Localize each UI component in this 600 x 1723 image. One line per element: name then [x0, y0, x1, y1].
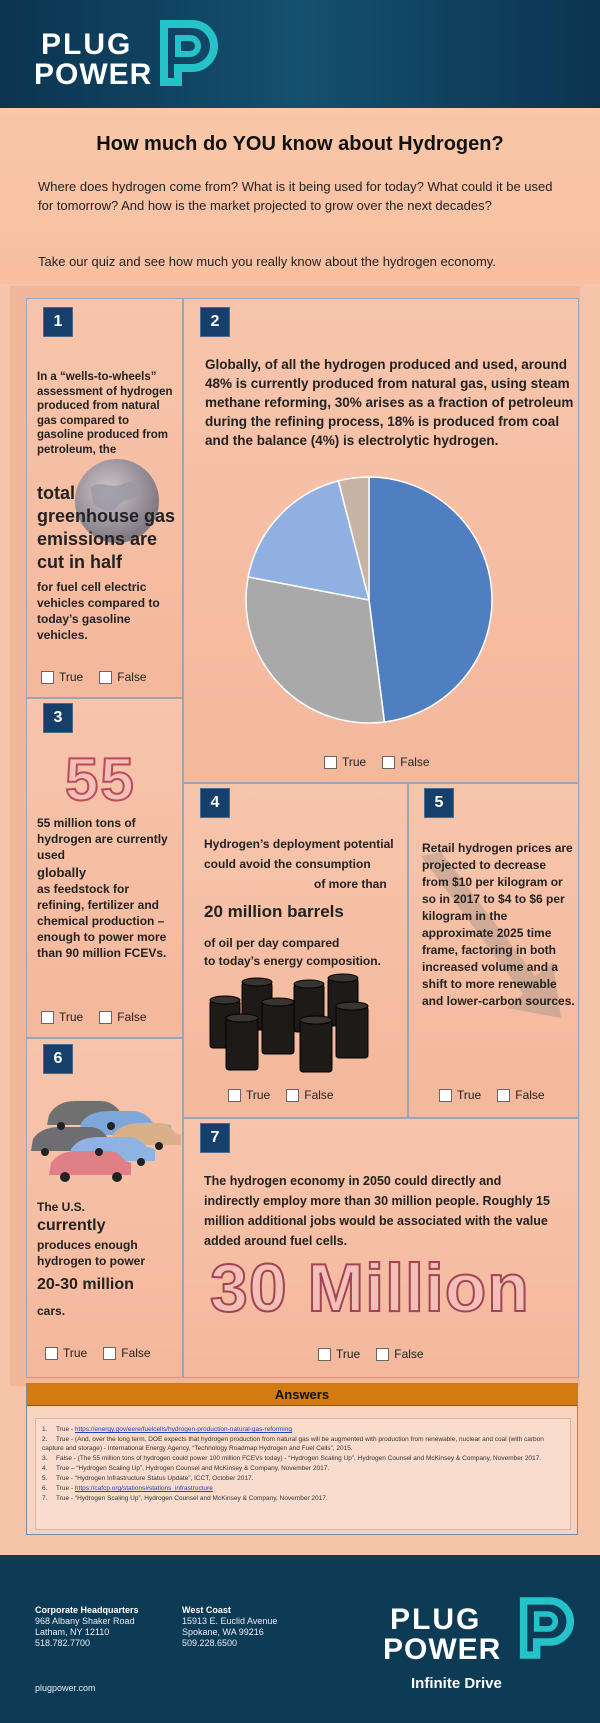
question-card-4 [183, 783, 408, 1118]
answer-text: True - “Hydrogen Infrastructure Status Update”, ICCT, October 2017. [56, 1475, 254, 1482]
hq-address-block [35, 1605, 139, 1649]
false-label: False [515, 1088, 545, 1102]
answer-item [42, 1484, 564, 1493]
question-number-3: 3 [43, 703, 73, 733]
footer-tagline: Infinite Drive [411, 1675, 502, 1692]
true-label: True [59, 1010, 84, 1024]
pie-slice-natural-gas [369, 477, 492, 722]
question-number-5: 5 [424, 788, 454, 818]
question-2-text: Globally, of all the hydrogen produced and used, around 48% is currently produced from natural gas, using steam methane reforming, 30% arises as a fraction of petroleum during the refining process, 18% is produced from coal and the balance (4%) is electrolytic hydrogen. [205, 357, 574, 448]
answer-source-link[interactable]: https://cafcp.org/stations#stations_infrastructure [74, 1485, 213, 1492]
answer-number: 6. [42, 1485, 48, 1492]
hq-phone: 518.782.7700 [35, 1638, 91, 1648]
false-label: False [117, 670, 147, 684]
question-6-text-c: produces enough hydrogen to power [37, 1238, 145, 1268]
answers-title: Answers [27, 1384, 577, 1406]
true-label: True [457, 1088, 482, 1102]
question-7-answer-options [318, 1347, 440, 1361]
website-link[interactable]: plugpower.com [35, 1683, 96, 1693]
question-4-text-c: of oil per day compared [204, 936, 340, 950]
answer-number: 3. [42, 1455, 48, 1462]
header-banner [0, 0, 600, 108]
answers-list [42, 1425, 564, 1503]
question-1-answer-options [41, 670, 163, 684]
answer-source-link[interactable]: https://energy.gov/eere/fuelcells/hydrogen-production-natural-gas-reforming [74, 1426, 292, 1433]
question-5-text: Retail hydrogen prices are projected to decrease from $10 per kilogram or so in 2017 to $4 to $6 per kilogram in the approximate 2025 time frame, factoring in both increased volume and a shift to more renewable and lower-carbon sources. [422, 841, 575, 1008]
question-4-text-a: Hydrogen’s deployment potential could avoid the consumption [204, 837, 394, 871]
question-card-6 [26, 1038, 183, 1378]
footer-logo-word-plug: PLUG [390, 1603, 482, 1636]
question-card-5 [408, 783, 579, 1118]
footer-logo-word-power: POWER [383, 1633, 502, 1666]
plug-power-logo[interactable] [34, 30, 152, 90]
hq-address-line2: Latham, NY 12110 [35, 1627, 110, 1637]
answers-list-box [35, 1418, 571, 1530]
question-5-false-checkbox[interactable] [497, 1089, 510, 1102]
question-number-7: 7 [200, 1123, 230, 1153]
question-3-text-globally: globally [37, 865, 87, 880]
footer-plug-power-logo[interactable] [383, 1605, 501, 1665]
plug-power-p-icon [158, 20, 218, 86]
question-3-true-checkbox[interactable] [41, 1011, 54, 1024]
west-coast-address-block [182, 1605, 277, 1649]
answer-number: 7. [42, 1495, 48, 1502]
question-card-2 [183, 298, 579, 783]
logo-word-plug: PLUG [41, 28, 133, 61]
question-3-text-a: 55 million tons of hydrogen are currently used [37, 816, 168, 862]
question-4-text-d: to today’s energy composition. [204, 954, 381, 968]
true-label: True [246, 1088, 271, 1102]
question-1-true-checkbox[interactable] [41, 671, 54, 684]
false-label: False [400, 755, 430, 769]
hq-address-line1: 968 Albany Shaker Road [35, 1616, 135, 1626]
question-5-true-checkbox[interactable] [439, 1089, 452, 1102]
answer-text: True – “Hydrogen Scaling Up”, Hydrogen Counsel and McKinsey & Company, November 2017. [56, 1465, 330, 1472]
answer-item [42, 1474, 564, 1483]
question-4-text-b: of more than [314, 877, 387, 891]
question-6-false-checkbox[interactable] [103, 1347, 116, 1360]
answer-number: 2. [42, 1436, 48, 1443]
answer-number: 5. [42, 1475, 48, 1482]
question-6-true-checkbox[interactable] [45, 1347, 58, 1360]
question-7-text: The hydrogen economy in 2050 could directly and indirectly employ more than 30 million people. Roughly 15 million additional jobs would be associated with the value added around fuel cells. [204, 1174, 550, 1248]
question-1-text-c: for fuel cell electric vehicles compared to today’s gasoline vehicles. [37, 580, 160, 642]
question-2-true-checkbox[interactable] [324, 756, 337, 769]
hq-title: Corporate Headquarters [35, 1605, 139, 1615]
question-5-answer-options [439, 1088, 561, 1102]
answer-item [42, 1425, 564, 1434]
question-number-4: 4 [200, 788, 230, 818]
answer-text: True - “Hydrogen Scaling Up”, Hydrogen Counsel and McKinsey & Company, November 2017. [56, 1495, 328, 1502]
intro-call-to-action: Take our quiz and see how much you really know about the hydrogen economy. [38, 254, 496, 269]
answers-panel [26, 1383, 578, 1535]
question-1-false-checkbox[interactable] [99, 671, 112, 684]
true-label: True [63, 1346, 88, 1360]
oil-barrels-image [202, 972, 392, 1084]
page-title: How much do YOU know about Hydrogen? [96, 133, 504, 155]
question-6-text-d: cars. [37, 1304, 66, 1318]
question-card-1 [26, 298, 183, 698]
footer-plug-power-p-icon [518, 1597, 574, 1659]
false-label: False [394, 1347, 424, 1361]
question-4-true-checkbox[interactable] [228, 1089, 241, 1102]
question-card-7 [183, 1118, 579, 1378]
true-label: True [59, 670, 84, 684]
answer-item [42, 1454, 564, 1463]
false-label: False [121, 1346, 151, 1360]
west-coast-address-line2: Spokane, WA 99216 [182, 1627, 264, 1637]
answer-text: True - [56, 1426, 75, 1433]
question-7-false-checkbox[interactable] [376, 1348, 389, 1361]
question-1-text-a: In a “wells-to-wheels” assessment of hydrogen produced from natural gas compared to gasoline produced from petroleum, the [37, 371, 173, 456]
question-3-answer-options [41, 1010, 163, 1024]
question-6-answer-options [45, 1346, 167, 1360]
question-7-big-number: 30 Million [210, 1250, 530, 1326]
false-label: False [304, 1088, 334, 1102]
west-coast-address-line1: 15913 E. Euclid Avenue [182, 1616, 278, 1626]
true-label: True [342, 755, 367, 769]
answer-number: 1. [42, 1426, 48, 1433]
question-6-text-big: 20-30 million [37, 1276, 134, 1293]
question-4-text-big: 20 million barrels [204, 902, 344, 921]
question-1-text-highlight: total greenhouse gas emissions are cut in half [37, 483, 176, 572]
question-number-1: 1 [43, 307, 73, 337]
intro-paragraph: Where does hydrogen come from? What is it being used for today? What could it be used for tomorrow? And how is the market projected to grow over the next decades? [38, 179, 553, 213]
answer-text: True - [56, 1485, 75, 1492]
question-card-3 [26, 698, 183, 1038]
answer-item [42, 1464, 564, 1473]
question-4-answer-options [228, 1088, 350, 1102]
logo-word-power: POWER [34, 58, 153, 91]
west-coast-phone: 509.228.6500 [182, 1638, 238, 1648]
question-number-6: 6 [43, 1044, 73, 1074]
question-7-true-checkbox[interactable] [318, 1348, 331, 1361]
question-3-text-c: as feedstock for refining, fertilizer and chemical production – enough to power more than 90 million FCEVs. [37, 882, 167, 960]
question-number-2: 2 [200, 307, 230, 337]
cars-image [31, 1093, 181, 1185]
true-label: True [336, 1347, 361, 1361]
hydrogen-source-pie-chart [244, 475, 494, 725]
false-label: False [117, 1010, 147, 1024]
west-coast-title: West Coast [182, 1605, 231, 1615]
answer-item [42, 1435, 564, 1453]
question-3-false-checkbox[interactable] [99, 1011, 112, 1024]
answer-item [42, 1494, 564, 1503]
answer-text: False - (The 55 million tons of hydrogen could power 100 million FCEVs today) - “Hydrogen Scaling Up”, Hydrogen Counsel and McKinsey & Company, November 2017. [56, 1455, 542, 1462]
question-2-false-checkbox[interactable] [382, 756, 395, 769]
answer-text: True - (And, over the long term, DOE expects that hydrogen production from natural gas will be augmented with production from renewable, nuclear and coal (with carbon capture and storage) - International Energy Agency, “Technology Roadmap Hydrogen and Fuel Cells”, 2015. [42, 1436, 544, 1452]
question-3-big-number: 55 [65, 746, 136, 813]
question-6-text-currently: currently [37, 1217, 106, 1234]
question-2-answer-options [324, 755, 446, 769]
footer [0, 1555, 600, 1723]
question-6-text-a: The U.S. [37, 1200, 86, 1214]
question-4-false-checkbox[interactable] [286, 1089, 299, 1102]
answer-number: 4. [42, 1465, 48, 1472]
